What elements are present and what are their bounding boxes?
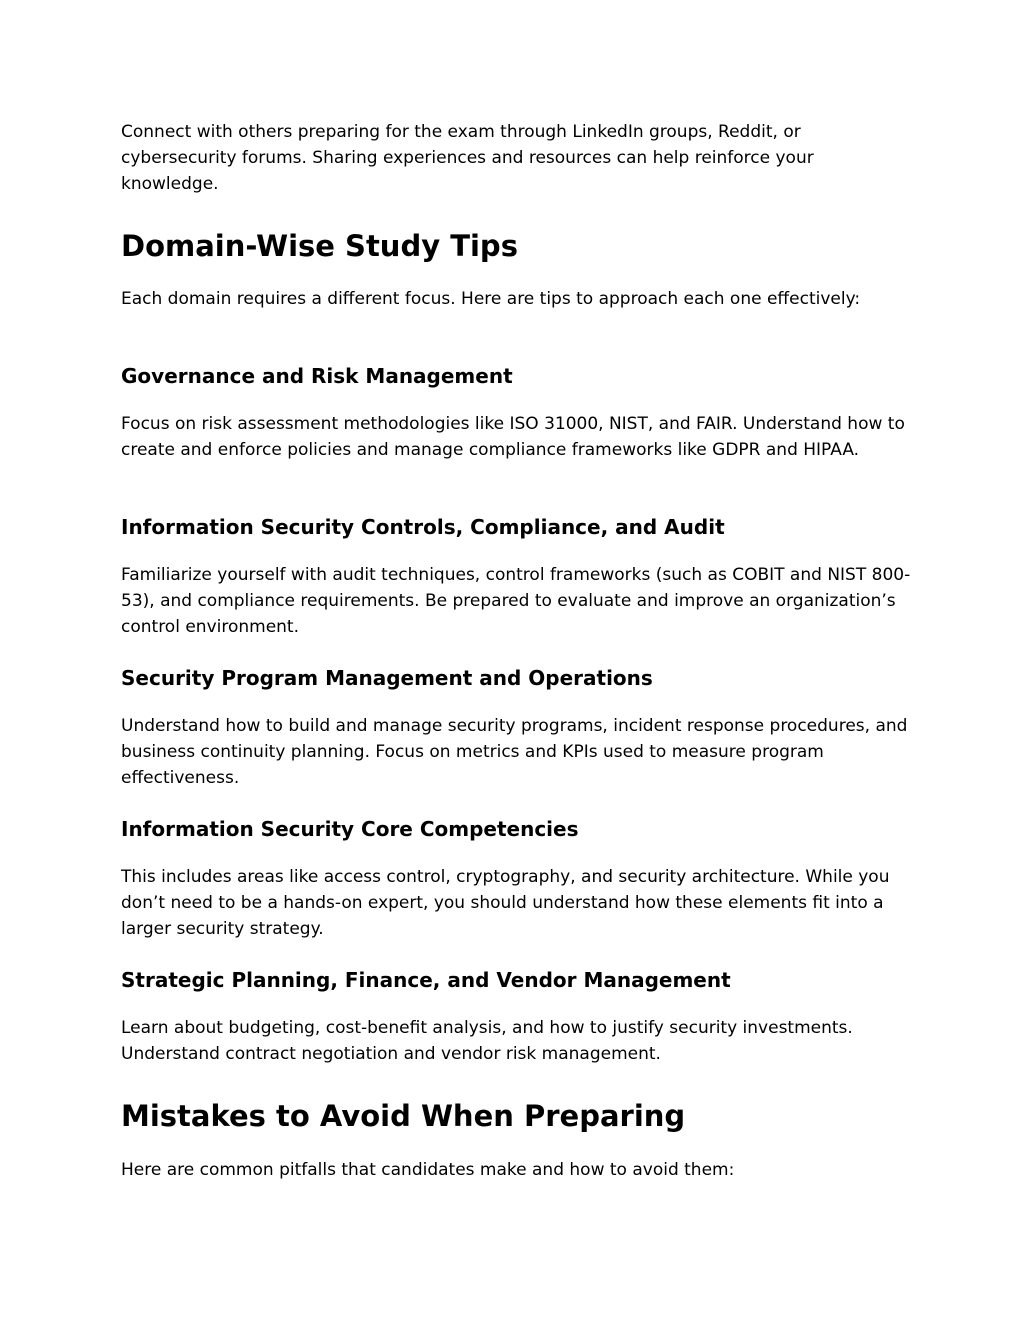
intro-paragraph: Connect with others preparing for the exam through LinkedIn groups, Reddit, or cybersecurity forums. Sharing experiences and resources can help reinforce your knowledge. [121, 122, 814, 194]
section-title-controls-audit: Information Security Controls, Compliance, and Audit [121, 515, 725, 539]
section-title-core-competencies: Information Security Core Competencies [121, 817, 579, 841]
domain-tips-intro: Each domain requires a different focus. Here are tips to approach each one effectively: [121, 289, 861, 309]
section-title-program-management: Security Program Management and Operations [121, 666, 653, 690]
section-body-core-competencies: This includes areas like access control, cryptography, and security architecture. While you don’t need to be a hands-on expert, you should understand how these elements fit into a larger security strategy. [121, 867, 890, 939]
section-body-strategic-planning: Learn about budgeting, cost-benefit analysis, and how to justify security investments. Understand contract negotiation and vendor risk management. [121, 1018, 853, 1064]
section-title-governance: Governance and Risk Management [121, 364, 513, 388]
mistakes-heading: Mistakes to Avoid When Preparing [121, 1099, 686, 1133]
mistakes-intro: Here are common pitfalls that candidates make and how to avoid them: [121, 1160, 735, 1180]
section-body-program-management: Understand how to build and manage security programs, incident response procedures, and business continuity planning. Focus on metrics and KPIs used to measure program effectiveness. [121, 716, 908, 788]
section-body-controls-audit: Familiarize yourself with audit techniques, control frameworks (such as COBIT and NIST 800-53), and compliance requirements. Be prepared to evaluate and improve an organization’s control environment. [121, 565, 911, 637]
section-body-governance: Focus on risk assessment methodologies like ISO 31000, NIST, and FAIR. Understand how to create and enforce policies and manage compliance frameworks like GDPR and HIPAA. [121, 414, 905, 460]
section-title-strategic-planning: Strategic Planning, Finance, and Vendor Management [121, 968, 731, 992]
domain-tips-heading: Domain-Wise Study Tips [121, 229, 518, 263]
